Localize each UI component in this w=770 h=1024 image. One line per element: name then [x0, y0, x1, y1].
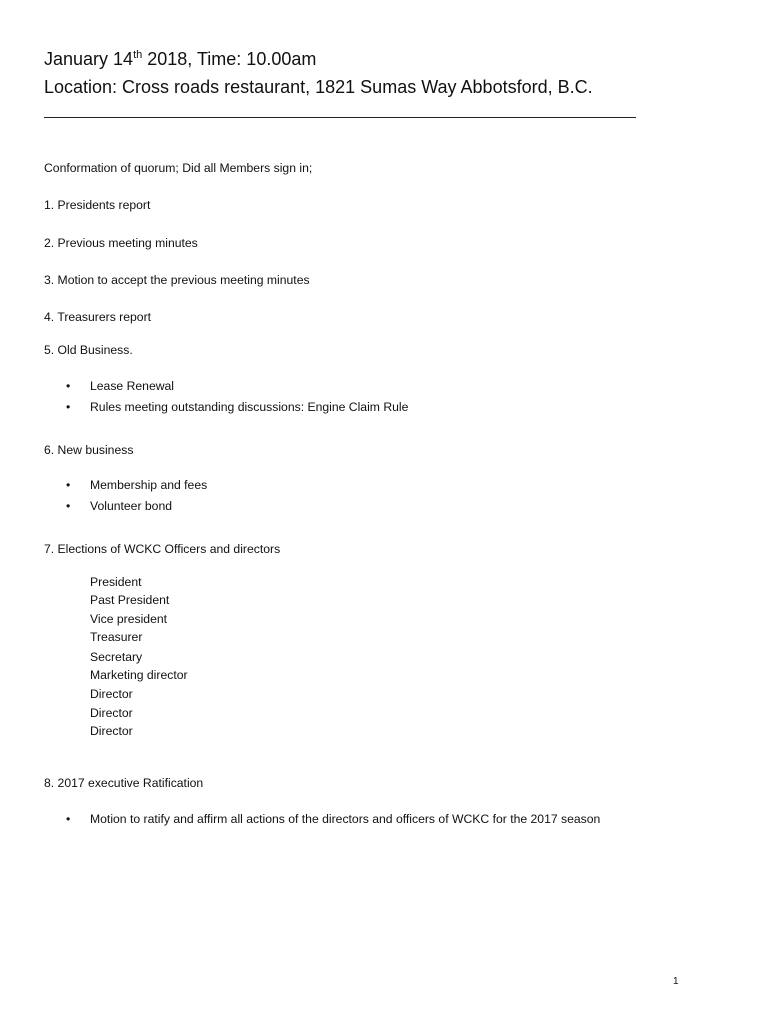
- old-business-bullet-1: Lease Renewal: [90, 379, 175, 393]
- meeting-date-time: [44, 49, 316, 70]
- quorum-line: Conformation of quorum; Did all Members sign in;: [44, 161, 313, 175]
- agenda-item-8: 8. 2017 executive Ratification: [44, 776, 204, 790]
- new-business-bullet-1: Membership and fees: [90, 478, 208, 492]
- bullet-marker: •: [66, 499, 71, 513]
- agenda-item-5: 5. Old Business.: [44, 343, 133, 357]
- role-item: Director: [90, 687, 133, 701]
- meeting-location: Location: Cross roads restaurant, 1821 Sumas Way Abbotsford, B.C.: [44, 77, 593, 97]
- role-item: Vice president: [90, 612, 168, 626]
- role-item: Past President: [90, 593, 170, 607]
- agenda-item-7: 7. Elections of WCKC Officers and directors: [44, 542, 281, 556]
- agenda-item-1: 1. Presidents report: [44, 198, 151, 212]
- date-prefix: January 14: [44, 49, 134, 69]
- agenda-item-2: 2. Previous meeting minutes: [44, 236, 198, 250]
- agenda-item-4: 4. Treasurers report: [44, 310, 152, 324]
- ratification-bullet-1: Motion to ratify and affirm all actions of the directors and officers of WCKC for the 2017 season: [90, 812, 601, 826]
- agenda-item-3: 3. Motion to accept the previous meeting minutes: [44, 273, 310, 287]
- role-item: Treasurer: [90, 630, 143, 644]
- bullet-marker: •: [66, 379, 71, 393]
- page-number: 1: [673, 976, 679, 987]
- agenda-item-6: 6. New business: [44, 443, 134, 457]
- date-suffix: 2018, Time: 10.00am: [142, 49, 317, 69]
- old-business-bullet-2: Rules meeting outstanding discussions: Engine Claim Rule: [90, 400, 409, 414]
- role-item: President: [90, 575, 142, 589]
- date-superscript: th: [133, 49, 143, 61]
- role-item: Director: [90, 724, 133, 738]
- header-divider: [44, 117, 636, 118]
- bullet-marker: •: [66, 812, 71, 826]
- role-item: Marketing director: [90, 668, 188, 682]
- new-business-bullet-2: Volunteer bond: [90, 499, 172, 513]
- bullet-marker: •: [66, 478, 71, 492]
- role-item: Secretary: [90, 650, 143, 664]
- bullet-marker: •: [66, 400, 71, 414]
- role-item: Director: [90, 706, 133, 720]
